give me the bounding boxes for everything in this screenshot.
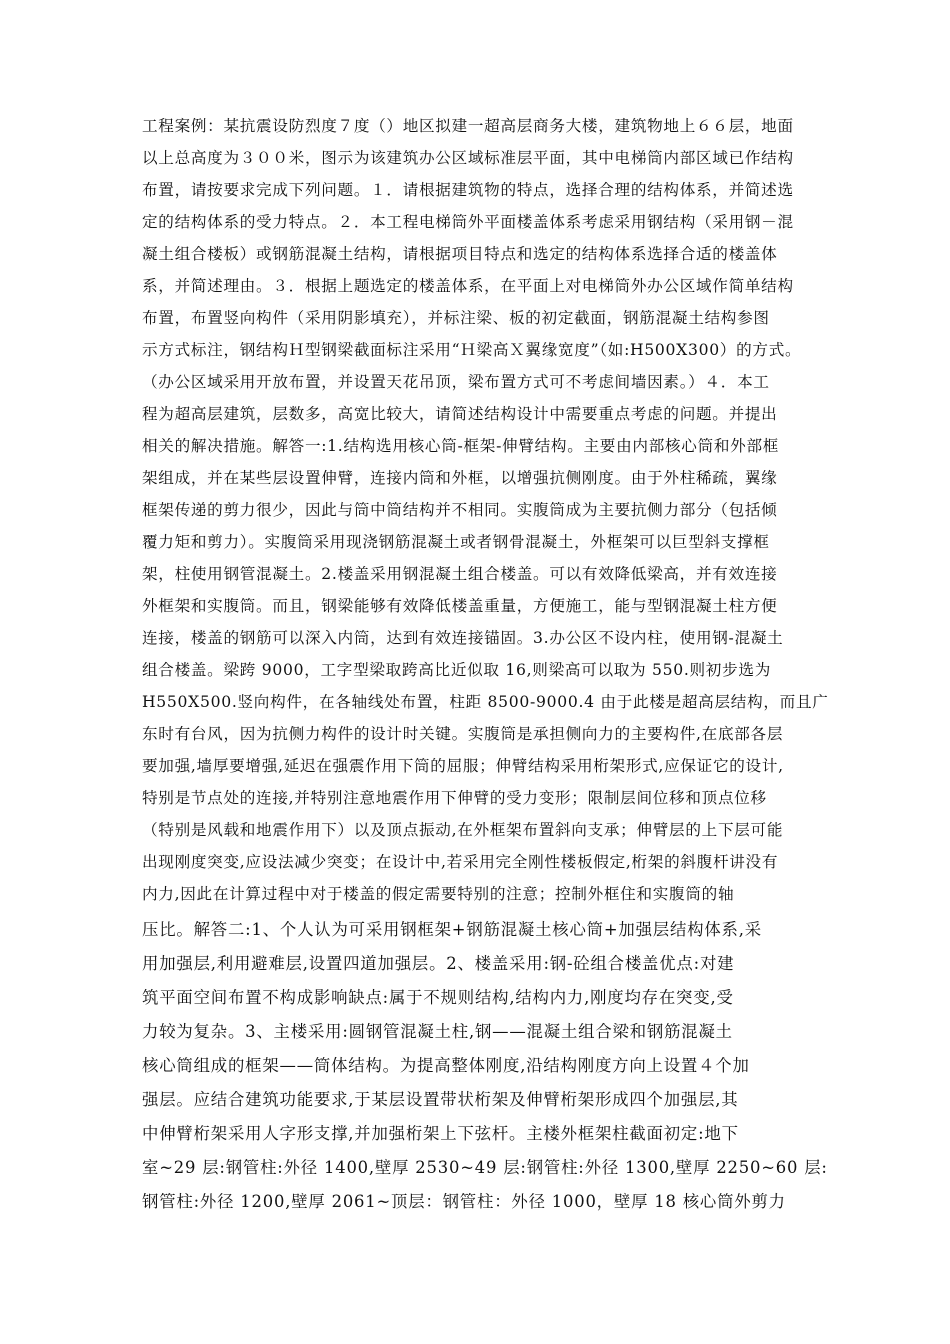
text-line: 布置，布置竖向构件（采用阴影填充），并标注梁、板的初定截面，钢筋混凝土结构参图 [142,309,770,327]
text-line: 连接，楼盖的钢筋可以深入内筒，达到有效连接锚固。3.办公区不设内柱，使用钢-混凝土 [142,629,784,647]
text-line: 要加强,墙厚要增强,延迟在强震作用下筒的屈服；伸臂结构采用桁架形式,应保证它的设计, [142,757,784,775]
text-line: 框架传递的剪力很少，因此与筒中筒结构并不相同。实腹筒成为主要抗侧力部分（包括倾 [142,501,778,519]
text-line: 强层。应结合建筑功能要求,于某层设置带状桁架及伸臂桁架形成四个加强层,其 [142,1090,739,1109]
text-line: 定的结构体系的受力特点。２．本工程电梯筒外平面楼盖体系考虑采用钢结构（采用钢－混 [142,213,794,231]
text-line: 程为超高层建筑，层数多，高宽比较大，请简述结构设计中需要重点考虑的问题。并提出 [142,405,778,423]
text-line: 架组成，并在某些层设置伸臂，连接内筒和外框，以增强抗侧刚度。由于外柱稀疏，翼缘 [142,469,778,487]
text-line: 室~29 层:钢管柱:外径 1400,壁厚 2530~49 层:钢管柱:外径 1300,壁厚 2250~60 层: [142,1158,828,1177]
text-line: 系，并简述理由。３．根据上题选定的楼盖体系，在平面上对电梯筒外办公区域作简单结构 [142,277,794,295]
text-line: （特别是风载和地震作用下）以及顶点振动,在外框架布置斜向支承；伸臂层的上下层可能 [142,821,784,839]
text-line: 特别是节点处的连接,并特别注意地震作用下伸臂的受力变形；限制层间位移和顶点位移 [142,789,767,807]
text-line: （办公区域采用开放布置，并设置天花吊顶，梁布置方式可不考虑间墙因素。）４．本工 [142,373,770,391]
text-line: 内力,因此在计算过程中对于楼盖的假定需要特别的注意；控制外框住和实腹筒的轴 [142,885,735,903]
text-line: 覆力矩和剪力）。实腹筒采用现浇钢筋混凝土或者钢骨混凝土，外框架可以巨型斜支撑框 [142,533,770,551]
text-line: 东时有台风，因为抗侧力构件的设计时关键。实腹筒是承担侧向力的主要构件,在底部各层 [142,725,784,743]
text-line: 布置，请按要求完成下列问题。１．请根据建筑物的特点，选择合理的结构体系，并简述选 [142,181,794,199]
text-line: 筑平面空间布置不构成影响缺点:属于不规则结构,结构内力,刚度均存在突变,受 [142,988,734,1007]
text-line: 以上总高度为３００米，图示为该建筑办公区域标准层平面，其中电梯筒内部区域已作结构 [142,149,794,167]
text-line: 力较为复杂。3、主楼采用:圆钢管混凝土柱,钢——混凝土组合梁和钢筋混凝土 [142,1022,733,1041]
text-line: 钢管柱:外径 1200,壁厚 2061~顶层：钢管柱：外径 1000，壁厚 18 核心筒外剪力 [142,1192,786,1211]
text-line: 外框架和实腹筒。而且，钢梁能够有效降低楼盖重量，方便施工，能与型钢混凝土柱方便 [142,597,778,615]
text-line: 出现刚度突变,应设法减少突变；在设计中,若采用完全刚性楼板假定,桁架的斜腹杆讲没有 [142,853,779,871]
text-line: H550X500.竖向构件，在各轴线处布置，柱距 8500-9000.4 由于此楼是超高层结构，而且广 [142,693,829,711]
text-line: 用加强层,利用避难层,设置四道加强层。2、楼盖采用:钢-砼组合楼盖优点:对建 [142,954,735,973]
text-line: 工程案例：某抗震设防烈度７度（）地区拟建一超高层商务大楼，建筑物地上６６层，地面 [142,117,794,135]
text-line: 相关的解决措施。解答一:1.结构选用核心筒-框架-伸臂结构。主要由内部核心筒和外部框 [142,437,780,455]
text-line: 中伸臂桁架采用人字形支撑,并加强桁架上下弦杆。主楼外框架柱截面初定:地下 [142,1124,739,1143]
text-line: 示方式标注，钢结构Ｈ型钢梁截面标注采用“Ｈ梁高Ｘ翼缘宽度”（如:H500X300）的方式。 [142,341,802,359]
text-line: 压比。解答二:1、个人认为可采用钢框架+钢筋混凝土核心筒+加强层结构体系,采 [142,920,762,939]
text-line: 凝土组合楼板）或钢筋混凝土结构，请根据项目特点和选定的结构体系选择合适的楼盖体 [142,245,778,263]
text-line: 架，柱使用钢管混凝土。2.楼盖采用钢混凝土组合楼盖。可以有效降低梁高，并有效连接 [142,565,778,583]
text-line: 核心筒组成的框架——筒体结构。为提高整体刚度,沿结构刚度方向上设置４个加 [142,1056,750,1075]
text-line: 组合楼盖。梁跨 9000，工字型梁取跨高比近似取 16,则梁高可以取为 550.则初步选为 [142,661,771,679]
